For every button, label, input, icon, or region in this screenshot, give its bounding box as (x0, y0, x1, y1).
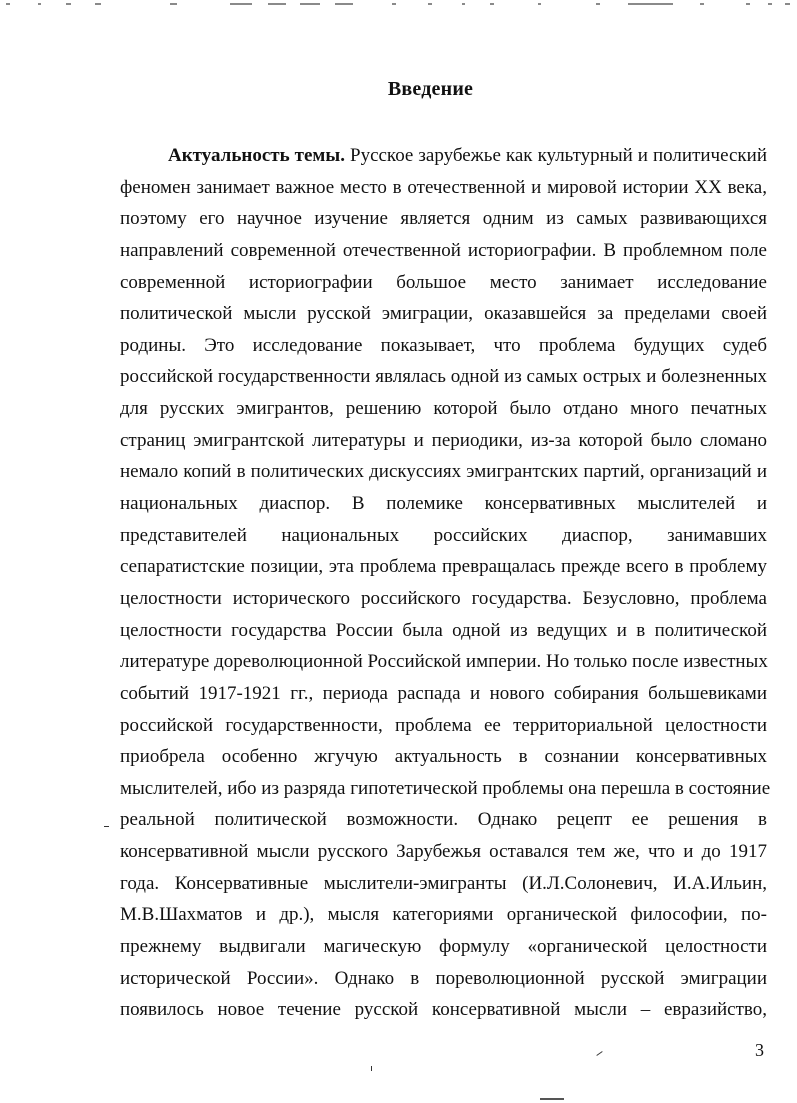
scan-speck (104, 826, 109, 827)
paragraph-line: целостности государства России была одной из ведущих и в политической (120, 619, 767, 641)
paragraph-line: представителей национальных российских диаспор, занимавших (120, 524, 767, 546)
paragraph-line: сепаратистские позиции, эта проблема превращалась прежде всего в проблему (120, 556, 767, 578)
paragraph-line: страниц эмигрантской литературы и периодики, из-за которой было сломано (120, 429, 767, 451)
body-paragraph (120, 140, 771, 1026)
paragraph-line: политической мысли русской эмиграции, оказавшейся за пределами своей (120, 303, 767, 325)
paragraph-line: современной историографии большое место занимает исследование (120, 271, 767, 293)
paragraph-line: национальных диаспор. В полемике консервативных мыслителей и (120, 493, 767, 515)
paragraph-line: российской государственности являлась одной из самых острых и болезненных (120, 366, 767, 388)
scan-speck (540, 1098, 564, 1100)
paragraph-line: для русских эмигрантов, решению которой было отдано много печатных (120, 398, 767, 420)
line-1-text: Русское зарубежье как культурный и политический (344, 145, 767, 166)
paragraph-line: приобрела особенно жгучую актуальность в сознании консервативных (120, 746, 767, 768)
scan-noise-strip (0, 0, 797, 16)
paragraph-line-1 (120, 140, 767, 172)
paragraph-line: реальной политической возможности. Однако рецепт ее решения в (120, 809, 767, 831)
paragraph-line: направлений современной отечественной историографии. В проблемном поле (120, 239, 767, 261)
paragraph-line: целостности исторического российского государства. Безусловно, проблема (120, 587, 767, 609)
paragraph-line: консервативной мысли русского Зарубежья оставался тем же, что и до 1917 (120, 841, 767, 863)
page-title: Введение (387, 78, 474, 100)
paragraph-line: литературе дореволюционной Российской империи. Но только после известных (120, 651, 768, 673)
paragraph-line: мыслителей, ибо из разряда гипотетической проблемы она перешла в состояние (120, 777, 771, 799)
paragraph-line: феномен занимает важное место в отечественной и мировой истории XX века, (120, 176, 767, 198)
paragraph-line: поэтому его научное изучение является одним из самых развивающихся (120, 208, 767, 230)
paragraph-line: родины. Это исследование показывает, что проблема будущих судеб (120, 334, 767, 356)
scan-speck (371, 1066, 372, 1071)
paragraph-line: событий 1917-1921 гг., периода распада и нового собирания большевиками (120, 682, 767, 704)
page-number: 3 (755, 1040, 764, 1060)
paragraph-line: М.В.Шахматов и др.), мысля категориями органической философии, по- (120, 904, 767, 926)
paragraph-line: немало копий в политических дискуссиях эмигрантских партий, организаций и (120, 461, 767, 483)
lead-heading: Актуальность темы. (168, 145, 345, 166)
paragraph-line: российской государственности, проблема ее территориальной целостности (120, 714, 767, 736)
paragraph-line: появилось новое течение русской консервативной мысли – евразийство, (120, 999, 767, 1021)
paragraph-line: года. Консервативные мыслители-эмигранты (И.Л.Солоневич, И.А.Ильин, (120, 872, 767, 894)
paragraph-line: прежнему выдвигали магическую формулу «органической целостности (120, 936, 767, 958)
paragraph-line: исторической России». Однако в пореволюционной русской эмиграции (120, 967, 767, 989)
scan-speck (596, 1051, 602, 1056)
